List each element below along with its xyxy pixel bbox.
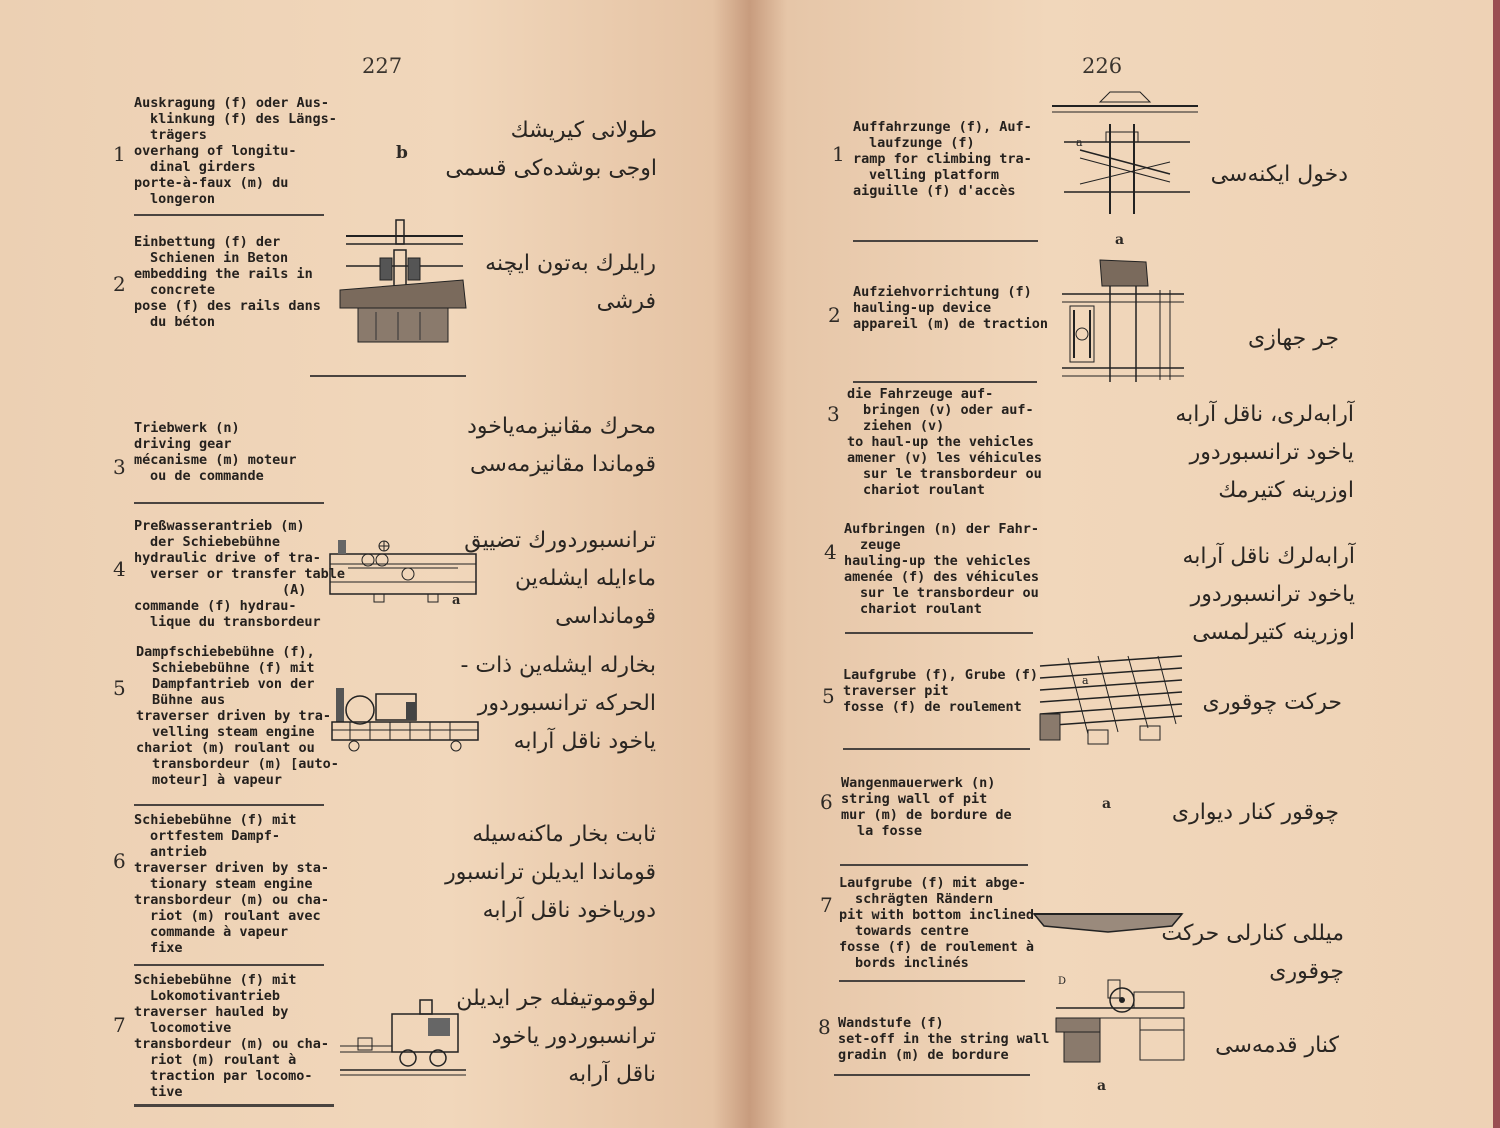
turkish-term: محرك مقانیزمه‌یاخود قوماندا مقانیزمه‌سی (467, 414, 656, 477)
entry-text-hauling-device: Aufziehvorrichtung (f) hauling-up device appareil (m) de traction (853, 284, 1049, 332)
divider-rule (843, 748, 1030, 750)
steam-traverser-figure (330, 680, 480, 756)
right-page (750, 0, 1495, 1128)
svg-text:a: a (1082, 674, 1089, 687)
turkish-term: ترانسبوردورك تضییق ماءایله ایشله‌ین قوماندا‌سی (464, 528, 656, 629)
entry-number: 3 (113, 455, 126, 479)
divider-rule (134, 1104, 334, 1107)
figure-label: a (452, 593, 461, 608)
turkish-term: چوقور كنار دیواری (1171, 800, 1339, 825)
figure-label: b (396, 143, 408, 163)
entry-text-set-off: Wandstufe (f) set-off in the string wall gradin (m) de bordure (838, 1015, 1050, 1063)
entry-number: 1 (832, 142, 845, 166)
entry-number: 4 (113, 557, 126, 581)
divider-rule (853, 240, 1038, 242)
hauling-device-figure (1060, 256, 1186, 386)
divider-rule (310, 375, 466, 377)
figure-label: a (1097, 1078, 1107, 1094)
entry-text-hauling-up: Aufbringen (n) der Fahr- zeuge hauling-up the vehicles amenée (f) des véhicules sur le transbordeur ou chariot roulant (844, 521, 1040, 617)
entry-number: 6 (113, 849, 126, 873)
traverser-pit-figure (1038, 654, 1184, 746)
entry-text-steam-traverser: Dampfschiebebühne (f), Schiebebühne (f) mit Dampfantrieb von der Bühne aus traverser driven by tra- velling steam engine chariot (m) roulant ou transbordeur (m) [auto- moteur] à vapeur (136, 644, 339, 788)
entry-number: 5 (822, 684, 835, 708)
ramp-figure (1050, 84, 1200, 230)
entry-text-ramp: Auffahrzunge (f), Auf- laufzunge (f) ramp for climbing tra- velling platform aiguille (f) d'accès (853, 119, 1032, 199)
entry-number: 2 (828, 303, 841, 327)
entry-text-embedding: Einbettung (f) der Schienen in Beton embedding the rails in concrete pose (f) des rails dans du béton (134, 234, 321, 330)
divider-rule (134, 964, 324, 966)
divider-rule (134, 502, 324, 504)
entry-number: 2 (113, 272, 126, 296)
entry-text-inclined-pit: Laufgrube (f) mit abge- schrägten Rändern pit with bottom inclined towards centre fosse (f) de roulement à bords inclinés (839, 875, 1035, 971)
turkish-term: آرابه‌لری، ناقل آرابه یاخود ترانسبوردور اوزرینه كتیرمك (1175, 402, 1354, 503)
entry-text-traverser-pit: Laufgrube (f), Grube (f) traverser pit fosse (f) de roulement (843, 667, 1039, 715)
turkish-term: جر جهازی (1247, 326, 1339, 351)
turkish-term: میللی كنارلی حركت چوقوری (1161, 921, 1344, 984)
entry-number: 7 (113, 1013, 126, 1037)
svg-text:a: a (1076, 136, 1083, 149)
turkish-term: ثابت بخار ماكنه‌سیله قوماندا ایدیلن ترانسبور دوریاخود ناقل آرابه (445, 822, 656, 923)
entry-number: 4 (824, 540, 837, 564)
entry-text-driving-gear: Triebwerk (n) driving gear mécanisme (m) moteur ou de commande (134, 420, 297, 484)
svg-text:D: D (1058, 976, 1067, 987)
figure-label: a (1115, 232, 1125, 248)
rail-in-concrete-figure (338, 218, 468, 346)
turkish-term: بخارله ایشله‌ین ذات - الحركه ترانسبوردور یاخود ناقل آرابه (460, 653, 656, 754)
turkish-term: لوقوموتیفله جر ایدیلن ترانسبوردور یاخود ناقل آرابه (456, 986, 656, 1087)
entry-text-stationary-engine: Schiebebühne (f) mit ortfestem Dampf- antrieb traverser driven by sta- tionary steam engine transbordeur (m) ou cha- riot (m) roulant avec commande à vapeur fixe (134, 812, 330, 956)
turkish-term: دخول ایكنه‌سی (1210, 162, 1348, 187)
divider-rule (834, 1074, 1030, 1076)
entry-text-overhang: Auskragung (f) oder Aus- klinkung (f) des Längs- trägers overhang of longitu- dinal girders porte-à-faux (m) du longeron (134, 95, 337, 207)
entry-number: 3 (827, 402, 840, 426)
book-cover-edge (1493, 0, 1500, 1128)
page-number-226: 226 (1082, 54, 1123, 78)
divider-rule (134, 214, 324, 216)
entry-number: 7 (820, 893, 833, 917)
entry-text-hydraulic-drive: Preßwasserantrieb (m) der Schiebebühne hydraulic drive of tra- verser or transfer table (A) commande (f) hydrau- lique du transbordeur (134, 518, 346, 630)
turkish-term: رایلرك بەتون ایچنه فرشی (485, 251, 656, 314)
turkish-term: طولانی كیریشك اوجی بوشده‌كی قسمی (445, 118, 657, 181)
entry-text-string-wall: Wangenmauerwerk (n) string wall of pit mur (m) de bordure de la fosse (841, 775, 1012, 839)
entry-number: 5 (113, 676, 126, 700)
divider-rule (839, 980, 1025, 982)
entry-number: 1 (113, 142, 126, 166)
turkish-term: كنار قدمه‌سی (1215, 1033, 1339, 1058)
turkish-term: آرابه‌لرك ناقل آرابه یاخود ترانسبوردور اوزرینه كتیرلمسی (1182, 544, 1355, 645)
set-off-figure (1054, 974, 1186, 1066)
page-number-227: 227 (362, 54, 403, 78)
locomotive-traverser-figure (338, 998, 468, 1080)
figure-label: a (1102, 796, 1112, 812)
divider-rule (853, 381, 1037, 383)
turkish-term: حركت چوقوری (1202, 690, 1342, 715)
entry-number: 8 (818, 1015, 831, 1039)
entry-text-locomotive: Schiebebühne (f) mit Lokomotivantrieb traverser hauled by locomotive transbordeur (m) ou cha- riot (m) roulant à traction par locomo- tive (134, 972, 330, 1100)
divider-rule (134, 804, 324, 806)
divider-rule (840, 864, 1028, 866)
entry-text-haul-up: die Fahrzeuge auf- bringen (v) oder auf- ziehen (v) to haul-up the vehicles amener (v) les véhicules sur le transbordeur ou chariot roulant (847, 386, 1043, 498)
entry-number: 6 (820, 790, 833, 814)
divider-rule (845, 632, 1033, 634)
